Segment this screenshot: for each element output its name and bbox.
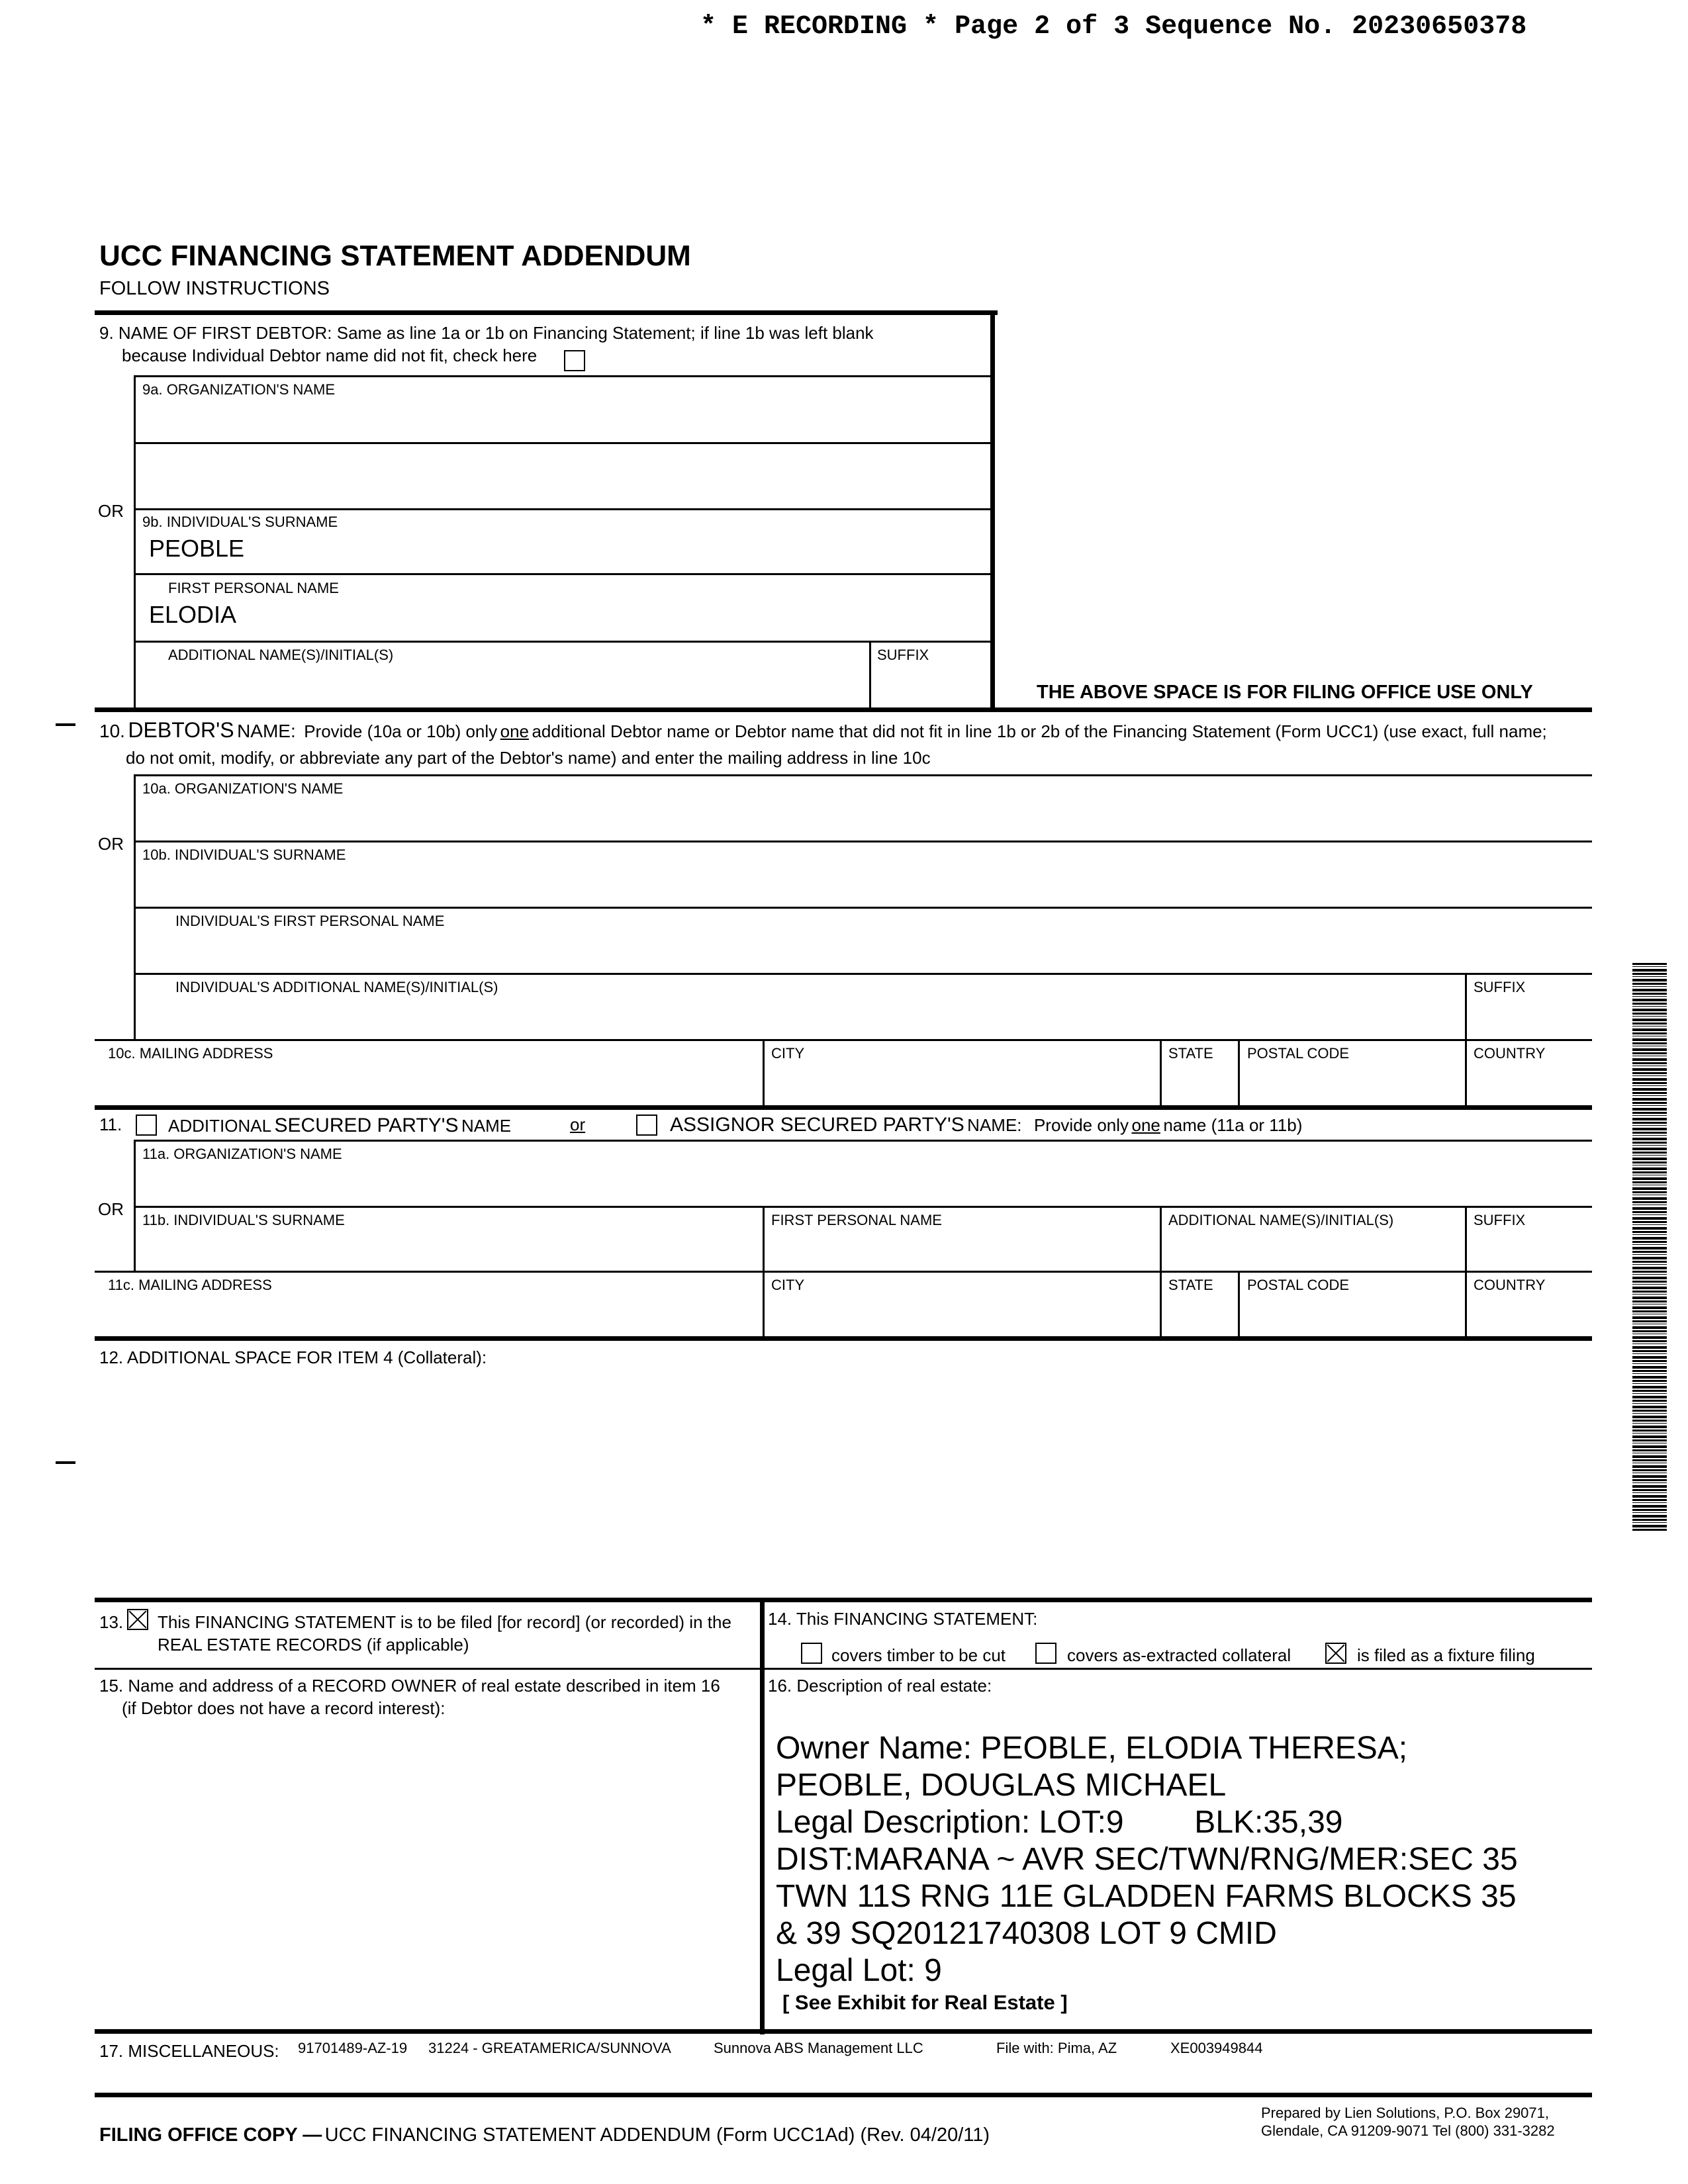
item11-additional-label: ADDITIONAL NAME(S)/INITIAL(S) (1168, 1212, 1394, 1228)
rule (134, 573, 992, 575)
rule (763, 1039, 765, 1107)
form-title: UCC FINANCING STATEMENT ADDENDUM (99, 240, 691, 272)
recording-header: * E RECORDING * Page 2 of 3 Sequence No. 20230650378 (700, 12, 1527, 42)
item14-extracted-checkbox[interactable] (1035, 1643, 1056, 1664)
item15-line2: (if Debtor does not have a record interest): (122, 1698, 445, 1718)
item17-ref: 91701489-AZ-19 (298, 2040, 408, 2056)
item10-desc-b: additional Debtor name or Debtor name that did not fit in line 1b or 2b of the Financing Statement (Form UCC1) (use exact, full name; (532, 721, 1547, 741)
item11-top-border (95, 1105, 1592, 1110)
rule (134, 1206, 1592, 1208)
real-estate-line: Legal Lot: 9 (776, 1953, 942, 1988)
rule (1238, 1039, 1240, 1107)
margin-mark (56, 1461, 75, 1464)
exhibit-note: [ See Exhibit for Real Estate ] (782, 1991, 1068, 2014)
rule (1238, 1271, 1240, 1338)
item11-num: 11. (99, 1115, 122, 1134)
or-label: OR (98, 501, 124, 521)
item14-timber-label: covers timber to be cut (831, 1645, 1006, 1665)
item17-code: 31224 - GREATAMERICA/SUNNOVA (428, 2040, 671, 2056)
item10-first-label: INDIVIDUAL'S FIRST PERSONAL NAME (175, 913, 445, 929)
item10-state-label: STATE (1168, 1045, 1213, 1062)
rule (134, 442, 992, 444)
item11-city-label: CITY (771, 1277, 805, 1293)
footer-form-name: UCC FINANCING STATEMENT ADDENDUM (Form UCC1Ad) (Rev. 04/20/11) (324, 2124, 990, 2146)
item11-provide-a: Provide only (1033, 1115, 1129, 1135)
real-estate-line: Legal Description: LOT:9 BLK:35,39 (776, 1805, 1343, 1840)
real-estate-line: Owner Name: PEOBLE, ELODIA THERESA; (776, 1731, 1408, 1766)
items-center-divider (760, 1598, 765, 2034)
rule (1160, 1271, 1162, 1338)
rule (95, 1271, 1592, 1273)
item11-or: or (570, 1115, 586, 1134)
rule (134, 841, 1592, 842)
rule (134, 774, 1592, 776)
rule (95, 1668, 1592, 1670)
item14-fixture-label: is filed as a fixture filing (1357, 1645, 1535, 1665)
item13-line1: This FINANCING STATEMENT is to be filed [for record] (or recorded) in the (158, 1612, 731, 1632)
footer-copy-label: FILING OFFICE COPY — (99, 2124, 322, 2146)
item15-line1: 15. Name and address of a RECORD OWNER of real estate described in item 16 (99, 1676, 720, 1696)
item11-provide-b: name (11a or 11b) (1163, 1115, 1303, 1135)
item11b-label: 11b. INDIVIDUAL'S SURNAME (142, 1212, 345, 1228)
footer-top-border (95, 2093, 1592, 2097)
item11a-label: 11a. ORGANIZATION'S NAME (142, 1146, 342, 1162)
item11-additional-checkbox[interactable] (136, 1115, 157, 1136)
rule (134, 641, 992, 643)
follow-instructions: FOLLOW INSTRUCTIONS (99, 278, 330, 299)
item14-timber-checkbox[interactable] (801, 1643, 822, 1664)
item10-desc-one: one (500, 721, 529, 741)
item9a-label: 9a. ORGANIZATION'S NAME (142, 381, 336, 398)
footer-copy (99, 2124, 990, 2146)
item11-name: NAME (461, 1116, 512, 1136)
rule (134, 375, 992, 377)
item9-additional-label: ADDITIONAL NAME(S)/INITIAL(S) (168, 647, 394, 663)
item9b-label: 9b. INDIVIDUAL'S SURNAME (142, 514, 338, 530)
item11-postal-label: POSTAL CODE (1247, 1277, 1350, 1293)
rule (1465, 1039, 1467, 1107)
item10-line2: do not omit, modify, or abbreviate any part of the Debtor's name) and enter the mailing address in line 10c (126, 748, 931, 768)
rule (1465, 973, 1467, 1041)
real-estate-line: DIST:MARANA ~ AVR SEC/TWN/RNG/MER:SEC 35 (776, 1842, 1518, 1877)
item9-checkbox[interactable] (564, 350, 585, 371)
or-label: OR (98, 834, 124, 854)
item9-line2: because Individual Debtor name did not fit, check here (122, 345, 538, 365)
item10a-label: 10a. ORGANIZATION'S NAME (142, 780, 344, 797)
rule (95, 1039, 1592, 1041)
item11-assignor-checkbox[interactable] (636, 1115, 657, 1136)
item10-postal-label: POSTAL CODE (1247, 1045, 1350, 1062)
item10-suffix-label: SUFFIX (1474, 979, 1526, 995)
rule (1160, 1039, 1162, 1107)
vertical-barcode (1632, 963, 1667, 1532)
item9-line1: 9. NAME OF FIRST DEBTOR: Same as line 1a or 1b on Financing Statement; if line 1b was left blank (99, 323, 874, 343)
item9-top-border (95, 310, 998, 315)
item13-num: 13. (99, 1612, 124, 1632)
item11-suffix-label: SUFFIX (1474, 1212, 1526, 1228)
rule (134, 973, 1592, 975)
item17-xe: XE003949844 (1170, 2040, 1263, 2056)
item17-label: 17. MISCELLANEOUS: (99, 2041, 279, 2061)
rule (134, 1140, 1592, 1142)
item11-assignor-heading (670, 1114, 1302, 1136)
item17-top-border (95, 2029, 1592, 2034)
item11-secured: SECURED PARTY'S (274, 1115, 459, 1136)
item10-heading (99, 718, 1547, 743)
item12-top-border (95, 1336, 1592, 1341)
item11-provide-one: one (1131, 1115, 1160, 1135)
item10b-label: 10b. INDIVIDUAL'S SURNAME (142, 846, 346, 863)
item10-top-border (95, 707, 1592, 712)
item11c-label: 11c. MAILING ADDRESS (108, 1277, 272, 1293)
item11-first-label: FIRST PERSONAL NAME (771, 1212, 942, 1228)
item10c-label: 10c. MAILING ADDRESS (108, 1045, 273, 1062)
item10-desc-a: Provide (10a or 10b) only (304, 721, 498, 741)
item9b-surname-value: PEOBLE (149, 535, 245, 562)
item10-title2: NAME: (237, 721, 296, 741)
item11-assignor: ASSIGNOR SECURED PARTY'S (670, 1114, 964, 1136)
item9-first-name-value: ELODIA (149, 601, 237, 628)
item14-fixture-checkbox[interactable] (1325, 1643, 1346, 1664)
real-estate-line: TWN 11S RNG 11E GLADDEN FARMS BLOCKS 35 (776, 1879, 1517, 1914)
item11-heading (168, 1115, 511, 1137)
item10-city-label: CITY (771, 1045, 805, 1062)
item10-title: DEBTOR'S (128, 718, 234, 742)
item16-label: 16. Description of real estate: (768, 1676, 992, 1696)
item9-first-label: FIRST PERSONAL NAME (168, 580, 339, 596)
or-label: OR (98, 1199, 124, 1219)
item17-company: Sunnova ABS Management LLC (714, 2040, 923, 2056)
item13-checkbox[interactable] (127, 1609, 148, 1630)
real-estate-line: PEOBLE, DOUGLAS MICHAEL (776, 1768, 1227, 1803)
item13-line2: REAL ESTATE RECORDS (if applicable) (158, 1635, 469, 1655)
item11-name2: NAME: (967, 1115, 1022, 1135)
item10-num: 10. (99, 721, 125, 741)
rule (134, 907, 1592, 909)
item12-label: 12. ADDITIONAL SPACE FOR ITEM 4 (Collateral): (99, 1347, 487, 1367)
item11-additional: ADDITIONAL (168, 1116, 272, 1136)
prepared-by-line1: Prepared by Lien Solutions, P.O. Box 29071, (1261, 2105, 1549, 2121)
real-estate-line: & 39 SQ20121740308 LOT 9 CMID (776, 1916, 1277, 1951)
prepared-by-line2: Glendale, CA 91209-9071 Tel (800) 331-3282 (1261, 2122, 1555, 2139)
rule (1160, 1206, 1162, 1272)
item13-top-border (95, 1598, 1592, 1602)
item11-country-label: COUNTRY (1474, 1277, 1546, 1293)
item16-description (776, 1730, 1518, 1989)
rule (134, 508, 992, 510)
item17-file-with: File with: Pima, AZ (996, 2040, 1117, 2056)
item9-suffix-label: SUFFIX (877, 647, 929, 663)
item14-extracted-label: covers as-extracted collateral (1067, 1645, 1291, 1665)
margin-mark (56, 723, 75, 726)
item14-label: 14. This FINANCING STATEMENT: (768, 1609, 1038, 1629)
item11-state-label: STATE (1168, 1277, 1213, 1293)
item10-additional-label: INDIVIDUAL'S ADDITIONAL NAME(S)/INITIAL(S) (175, 979, 498, 995)
filing-office-use-note: THE ABOVE SPACE IS FOR FILING OFFICE USE ONLY (1037, 682, 1533, 703)
item9-left-border (134, 375, 136, 707)
rule (869, 641, 871, 707)
item10-country-label: COUNTRY (1474, 1045, 1546, 1062)
